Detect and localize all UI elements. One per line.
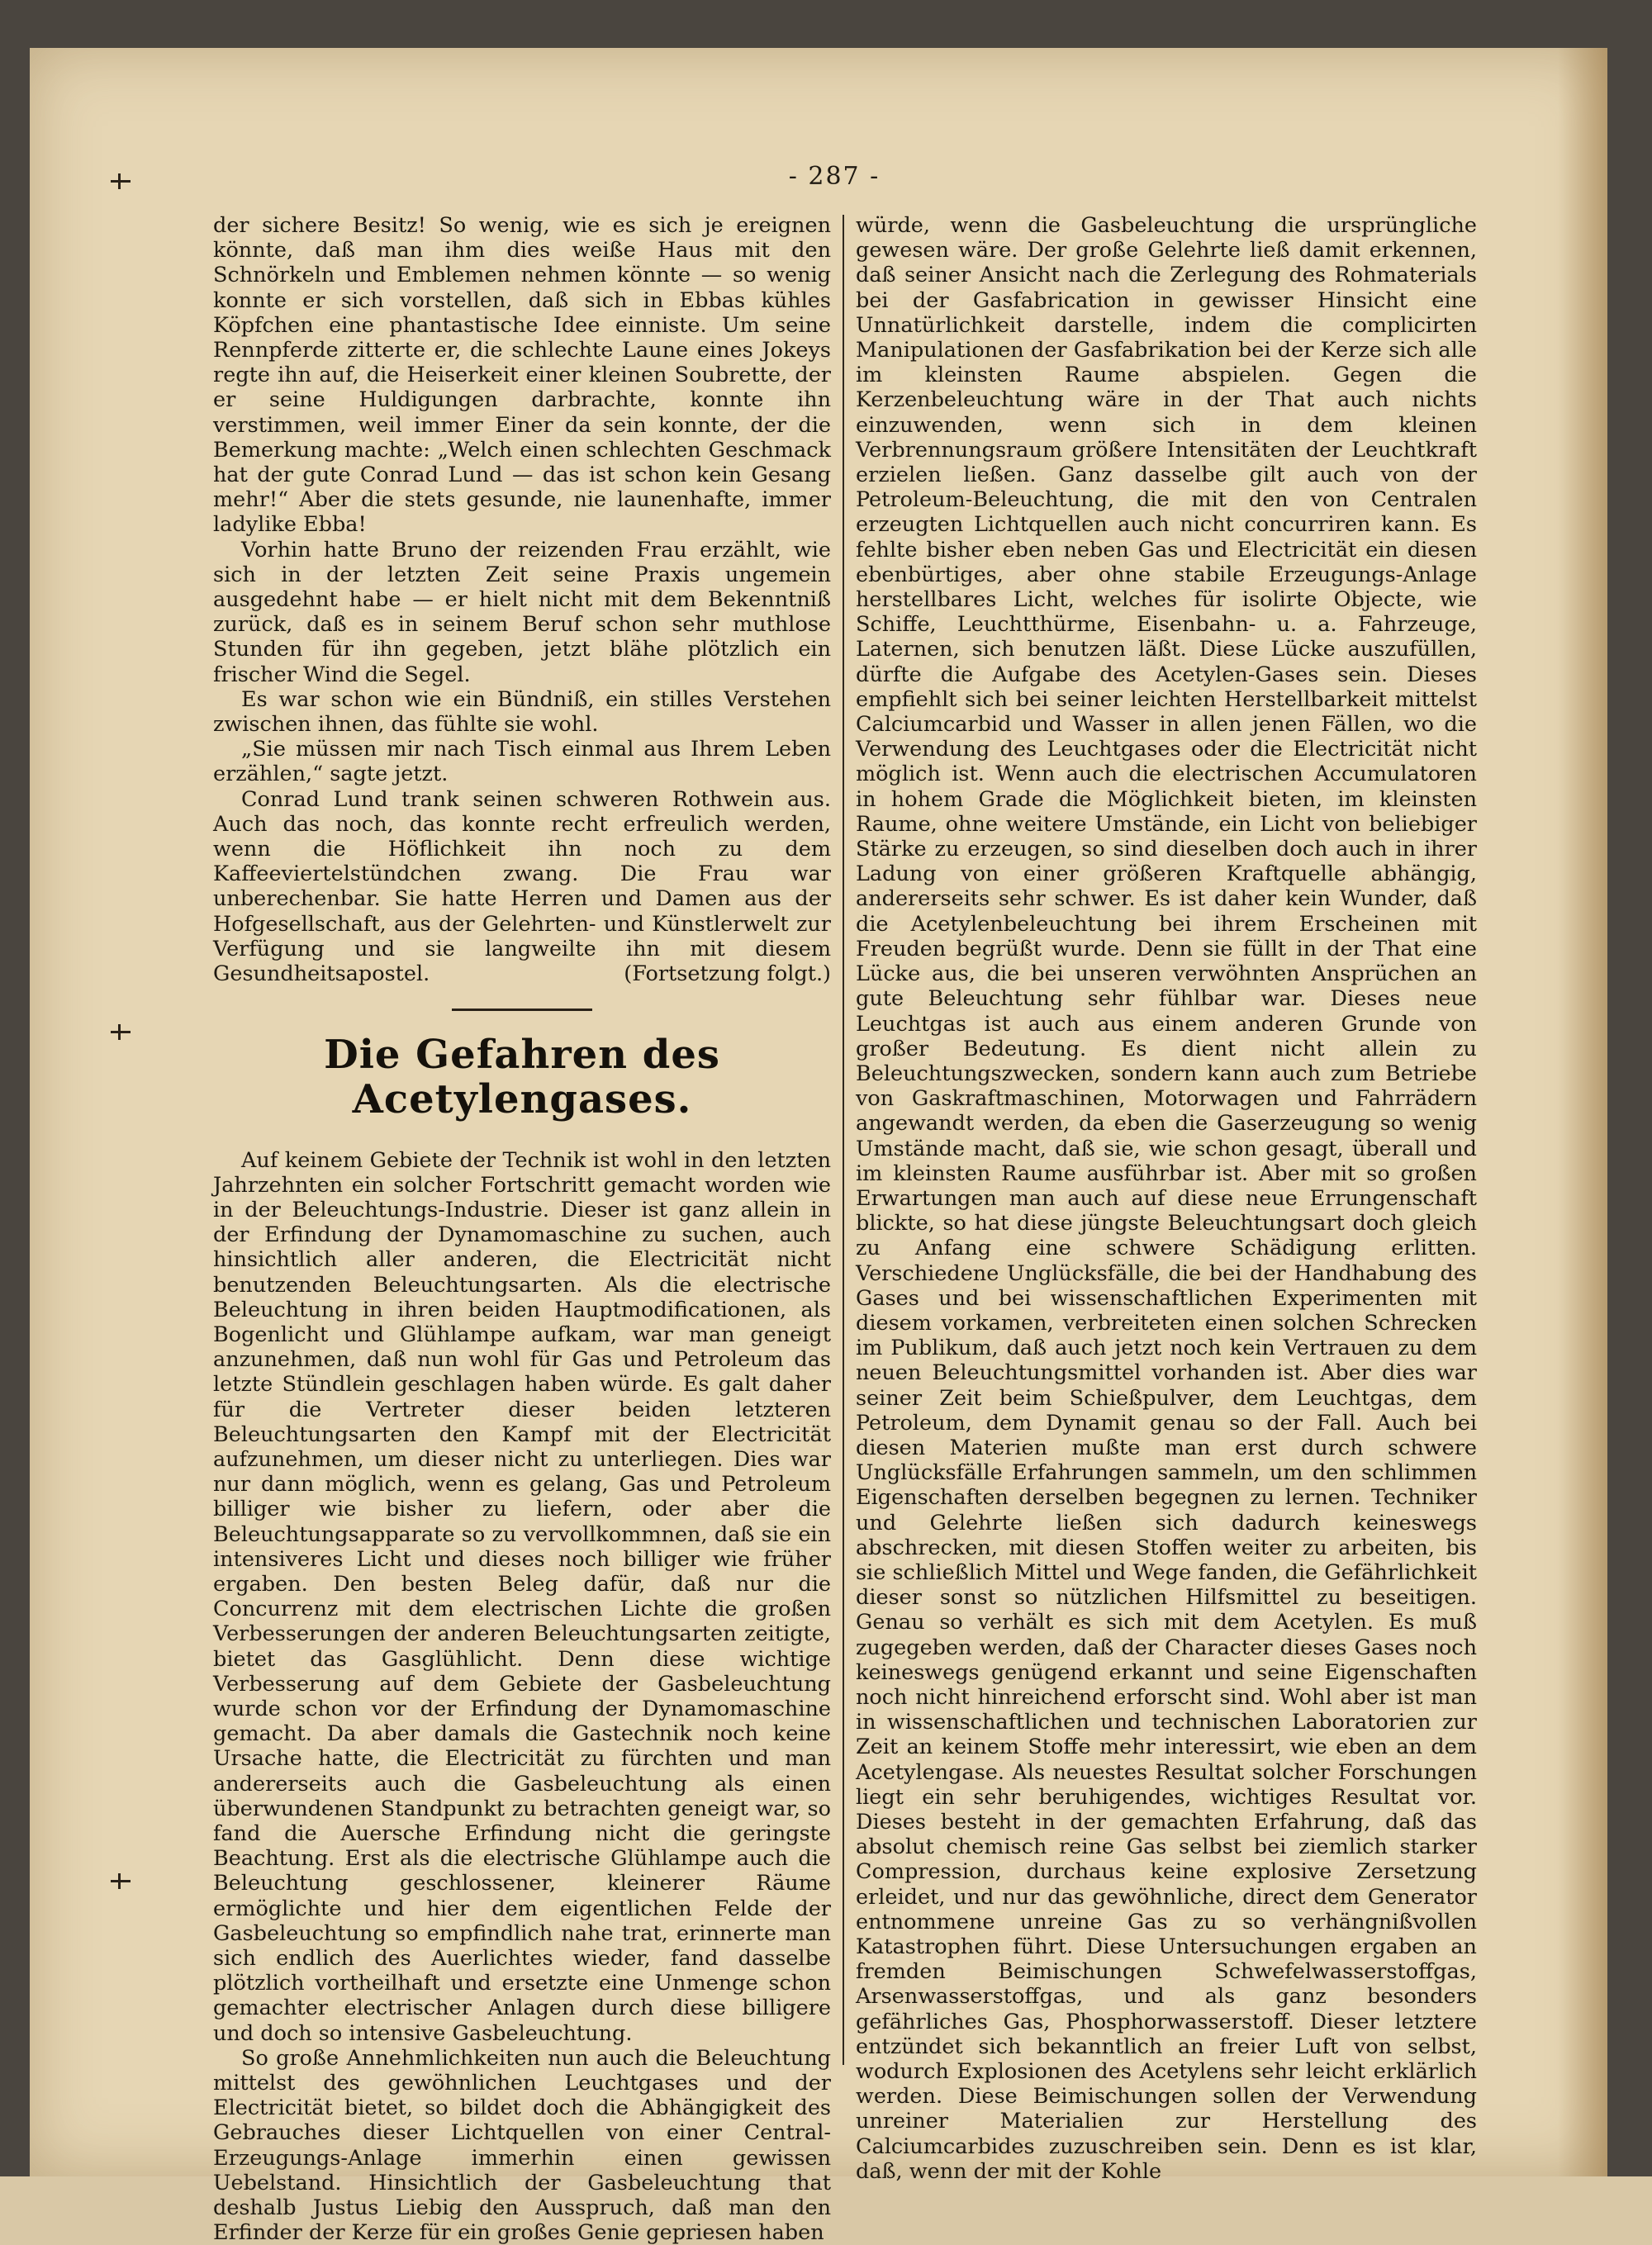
story-paragraph: der sichere Besitz! So wenig, wie es sich je ereignen könnte, daß man ihm dies weiße Haus mit den Schnörkeln und Emblemen nehmen könnte — so wenig konnte er sich vorstellen, daß sich in Ebbas kühles Köpfchen eine phantastische Idee einniste. Um seine Rennpferde zitterte er, die schlechte Laune eines Jokeys regte ihn auf, die Heiserkeit einer kleinen Soubrette, der er seine Huldigungen darbrachte, konnte ihn verstimmen, weil immer Einer da sein konnte, der die Bemerkung machte: „Welch einen schlechten Geschmack hat der gute Conrad Lund — das ist schon kein Gesang mehr!“ Aber die stets gesunde, nie launenhafte, immer ladylike Ebba! (213, 213, 831, 538)
article-paragraph: So große Annehmlichkeiten nun auch die Beleuchtung mittelst des gewöhnlichen Leuchtgases und der Electricität bietet, so bildet doch die Abhängigkeit des Gebrauches dieser Lichtquellen von einer Central-Erzeugungs-Anlage immerhin einen gewissen Uebelstand. Hinsichtlich der Gasbeleuchtung that deshalb Justus Liebig den Ausspruch, daß man den Erfinder der Kerze für ein großes Genie gepriesen haben (213, 2045, 831, 2245)
story-paragraph: Es war schon wie ein Bündniß, ein stilles Verstehen zwischen ihnen, das fühlte sie wohl. (213, 686, 831, 738)
gutter-cross-mark (111, 1880, 131, 1882)
gutter-cross-mark (111, 1031, 131, 1033)
page-number: - 287 - (788, 162, 881, 191)
right-column (856, 213, 1477, 2184)
article-paragraph: Auf keinem Gebiete der Technik ist wohl in den letzten Jahrzehnten ein solcher Fortschritt gemacht worden wie in der Beleuchtungs-Industrie. Dieser ist ganz allein in der Erfindung der Dynamomaschine zu suchen, auch hinsichtlich aller anderen, die Electricität nicht benutzenden Beleuchtungsarten. Als die electrische Beleuchtung in ihren beiden Hauptmodificationen, als Bogenlicht und Glühlampe aufkam, war man geneigt anzunehmen, daß nun wohl für Gas und Petroleum das letzte Stündlein geschlagen haben würde. Es galt daher für die Vertreter dieser beiden letzteren Beleuchtungsarten den Kampf mit der Electricität aufzunehmen, um dieser nicht zu unterliegen. Dies war nur dann möglich, wenn es gelang, Gas und Petroleum billiger wie bisher zu liefern, oder aber die Beleuchtungsapparate so zu vervollkommnen, daß sie ein intensiveres Licht und dieses noch billiger wie früher ergaben. Den besten Beleg dafür, daß nur die Concurrenz mit dem electrischen Lichte die großen Verbesserungen der anderen Beleuchtungsarten zeitigte, bietet das Gasglühlicht. Denn diese wichtige Verbesserung auf dem Gebiete der Gasbeleuchtung wurde schon vor der Erfindung der Dynamomaschine gemacht. Da aber damals die Gastechnik noch keine Ursache hatte, die Electricität zu fürchten und man andererseits auch die Gasbeleuchtung als einen überwundenen Standpunkt zu betrachten geneigt war, so fand die Auersche Erfindung nicht die geringste Beachtung. Erst als die electrische Glühlampe auch die Beleuchtung geschlossener, kleinerer Räume ermöglichte und hier dem eigentlichen Felde der Gasbeleuchtung so empfindlich nahe trat, erinnerte man sich endlich des Auerlichtes wieder, fand dasselbe plötzlich vortheilhaft und ersetzte eine Unmenge schon gemachter electrischer Anlagen durch diese billigere und doch so intensive Gasbeleuchtung. (213, 1147, 831, 2046)
column-divider (843, 215, 844, 2065)
story-paragraph: Conrad Lund trank seinen schweren Rothwein aus. Auch das noch, das konnte recht erfreulich werden, wenn die Höflichkeit ihn noch zu dem Kaffeeviertelstündchen zwang. Die Frau war unberechenbar. Sie hatte Herren und Damen aus der Hofgesellschaft, aus der Gelehrten- und Künstlerwelt zur Verfügung und sie langweilte ihn mit diesem Gesundheitsapostel. (213, 786, 831, 987)
gutter-cross-mark (111, 180, 131, 183)
story-paragraph: Vorhin hatte Bruno der reizenden Frau erzählt, wie sich in der letzten Zeit seine Praxis ungemein ausgedehnt habe — er hielt nicht mit dem Bekenntniß zurück, daß es in seinem Beruf schon sehr muthlose Stunden für ihn gegeben, jetzt blähe plötzlich ein frischer Wind die Segel. (213, 537, 831, 687)
left-column (213, 213, 831, 2245)
gutter-margin (30, 48, 137, 2176)
story-paragraph: „Sie müssen mir nach Tisch einmal aus Ihrem Leben erzählen,“ sagte jetzt. (213, 737, 831, 787)
article-title: Die Gefahren des Acetylengases. (324, 1031, 720, 1122)
continuation-note: (Fortsetzung folgt.) (624, 961, 831, 987)
section-separator (452, 1009, 592, 1011)
article-paragraph: würde, wenn die Gasbeleuchtung die ursprüngliche gewesen wäre. Der große Gelehrte ließ damit erkennen, daß seiner Ansicht nach die Zerlegung des Rohmaterials bei der Gasfabrication in gewisser Hinsicht eine Unnatürlichkeit darstelle, indem die complicirten Manipulationen der Gasfabrikation bei der Kerze sich alle im kleinsten Raume abspielen. Gegen die Kerzenbeleuchtung wäre in der That auch nichts einzuwenden, wenn sich in dem kleinen Verbrennungsraum größere Intensitäten der Leuchtkraft erzielen ließen. Ganz dasselbe gilt auch von der Petroleum-Beleuchtung, die mit den von Centralen erzeugten Lichtquellen auch nicht concurriren kann. Es fehlte bisher eben neben Gas und Electricität ein diesen ebenbürtiges, aber ohne stabile Erzeugungs-Anlage herstellbares Licht, welches für isolirte Objecte, wie Schiffe, Leuchtthürme, Eisenbahn- u. a. Fahrzeuge, Laternen, sich benutzen läßt. Diese Lücke auszufüllen, dürfte die Aufgabe des Acetylen-Gases sein. Dieses empfiehlt sich bei seiner leichten Herstellbarkeit mittelst Calciumcarbid und Wasser in allen jenen Fällen, wo die Verwendung des Leuchtgases oder die Electricität nicht möglich ist. Wenn auch die electrischen Accumulatoren in hohem Grade die Möglichkeit bieten, im kleinsten Raume, ohne weitere Umstände, ein Licht von beliebiger Stärke zu erzeugen, so sind dieselben doch auch in ihrer Ladung von einer größeren Kraftquelle abhängig, andererseits sehr schwer. Es ist daher kein Wunder, daß die Acetylenbeleuchtung bei ihrem Erscheinen mit Freuden begrüßt wurde. Denn sie füllt in der That eine Lücke aus, die bei unseren verwöhnten Ansprüchen an gute Beleuchtung sehr fühlbar war. Dieses neue Leuchtgas ist auch aus einem anderen Grunde von großer Bedeutung. Es dient nicht allein zu Beleuchtungszwecken, sondern kann auch zum Betriebe von Gaskraftmaschinen, Motorwagen und Fahrrädern angewandt werden, da eben die Gaserzeugung so wenig Umstände macht, daß sie, wie schon gesagt, überall und im kleinsten Raume ausführbar ist. Aber mit so großen Erwartungen man auch auf diese neue Errungenschaft blickte, so hat diese jüngste Beleuchtungsart doch gleich zu Anfang eine schwere Schädigung erlitten. Verschiedene Unglücksfälle, die bei der Handhabung des Gases und bei wissenschaftlichen Experimenten mit diesem vorkamen, verbreiteten einen solchen Schrecken im Publikum, daß auch jetzt noch kein Vertrauen zu dem neuen Beleuchtungsmittel vorhanden ist. Aber dies war seiner Zeit beim Schießpulver, dem Leuchtgas, dem Petroleum, dem Dynamit genau so der Fall. Auch bei diesen Materien mußte man erst durch schwere Unglücksfälle Erfahrungen sammeln, um den schlimmen Eigenschaften derselben begegnen zu lernen. Techniker und Gelehrte ließen sich dadurch keineswegs abschrecken, mit diesen Stoffen weiter zu arbeiten, bis sie schließlich Mittel und Wege fanden, die Gefährlichkeit dieser sonst so nützlichen Hilfsmittel zu beseitigen. Genau so verhält es sich mit dem Acetylen. Es muß zugegeben werden, daß der Character dieses Gases noch keineswegs genügend erkannt und seine Eigenschaften noch nicht hinreichend erforscht sind. Wohl aber ist man in wissenschaftlichen und technischen Laboratorien zur Zeit an keinem Stoffe mehr interessirt, wie eben an dem Acetylengase. Als neuestes Resultat solcher Forschungen liegt ein sehr beruhigendes, wichtiges Resultat vor. Dieses besteht in der gemachten Erfahrung, daß das absolut chemisch reine Gas selbst bei ziemlich starker Compression, durchaus keine explosive Zersetzung erleidet, und nur das gewöhnliche, direct dem Generator entnommene unreine Gas zu so verhängnißvollen Katastrophen führt. Diese Untersuchungen ergaben an fremden Beimischungen Schwefelwasserstoffgas, Arsenwasserstoffgas, und als ganz besonders gefährliches Gas, Phosphorwasserstoff. Dieser letztere entzündet sich bekanntlich an freier Luft von selbst, wodurch Explosionen des Acetylens sehr leicht erklärlich werden. Diese Beimischungen sollen der Verwendung unreiner Materialien zur Herstellung des Calciumcarbides zuzuschreiben sein. Denn es ist klar, daß, wenn der mit der Kohle (856, 213, 1477, 2184)
